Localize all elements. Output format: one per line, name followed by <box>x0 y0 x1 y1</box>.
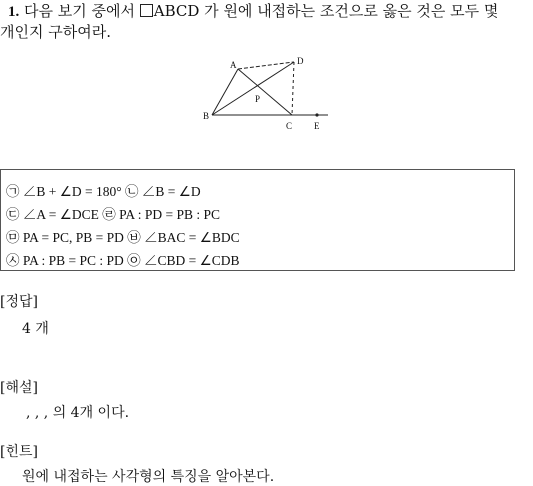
option-row-3: ㉤ PA = PC, PB = PD ㉥ ∠BAC = ∠BDC <box>6 230 240 245</box>
question-number: 1. <box>8 4 20 20</box>
option-row-4: ㉦ PA : PB = PC : PD ㉧ ∠CBD = ∠CDB <box>6 253 240 268</box>
question-line-2: 개인지 구하여라. <box>0 23 111 41</box>
diagonal-ac <box>238 69 292 115</box>
label-a: A <box>230 60 237 70</box>
label-c: C <box>286 121 293 131</box>
label-d: D <box>297 56 304 66</box>
square-symbol-icon <box>140 4 153 17</box>
question-text-part1: 다음 보기 중에서 <box>24 2 135 20</box>
point-e-dot <box>315 113 318 116</box>
explanation-text: , , , 의 4개 이다. <box>26 405 130 421</box>
label-e: E <box>314 121 320 131</box>
quadrilateral-figure <box>200 53 340 133</box>
option-row-2: ㉢ ∠A = ∠DCE ㉣ PA : PD = PB : PC <box>6 207 221 222</box>
question-text-part2: ABCD 가 원에 내접하는 조건으로 옳은 것은 모두 몇 <box>153 2 499 20</box>
label-b: B <box>203 111 210 121</box>
segment-ba <box>212 69 238 115</box>
answer-label: [정답] <box>0 294 38 310</box>
label-p: P <box>255 94 261 104</box>
option-row-1: ㉠ ∠B + ∠D = 180° ㉡ ∠B = ∠D <box>6 184 201 199</box>
question-line-1 <box>8 0 498 21</box>
segment-dc <box>292 62 294 115</box>
answer-value: 4 개 <box>22 321 49 337</box>
hint-text: 원에 내접하는 사각형의 특징을 알아본다. <box>22 469 275 485</box>
explanation-label: [해설] <box>0 380 38 396</box>
diagonal-bd <box>212 62 294 115</box>
hint-label: [힌트] <box>0 444 38 460</box>
options-box <box>0 169 515 271</box>
